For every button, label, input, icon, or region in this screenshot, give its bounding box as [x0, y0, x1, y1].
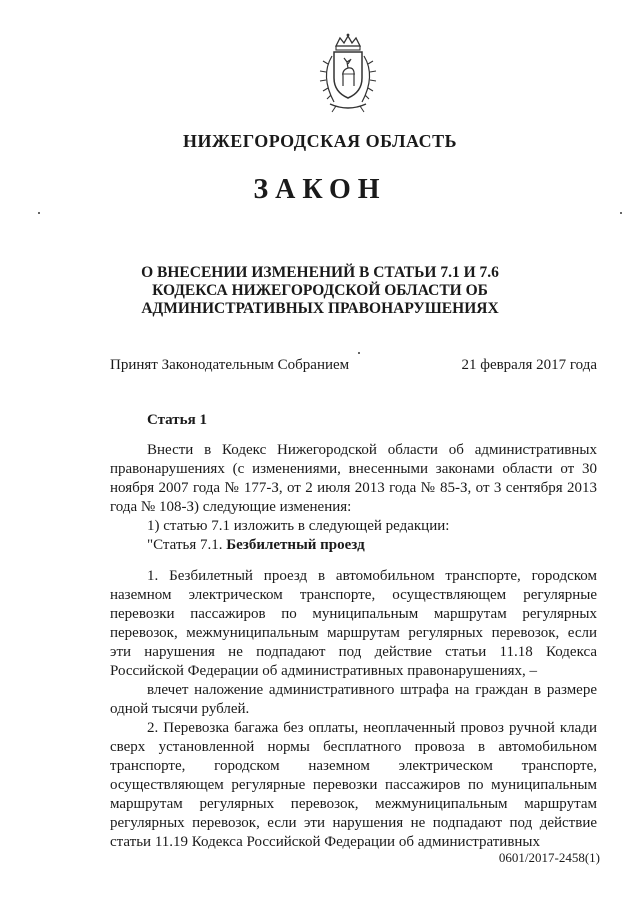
document-number: 0601/2017-2458(1)	[498, 850, 600, 865]
adopted-by: Принят Законодательным Собранием	[110, 357, 350, 373]
document-type: ЗАКОН	[253, 174, 387, 205]
quoted-article-title: Безбилетный проезд	[226, 537, 365, 553]
adoption-date: 21 февраля 2017 года	[461, 357, 597, 373]
law-title: О ВНЕСЕНИИ ИЗМЕНЕНИЙ В СТАТЬИ 7.1 И 7.6 КОДЕКСА НИЖЕГОРОДСКОЙ ОБЛАСТИ ОБ АДМИНИСТРАТИВНЫХ ПРАВОНАРУШЕНИЯХ	[141, 264, 499, 317]
quoted-article-prefix: "Статья 7.1.	[147, 537, 227, 553]
article-intro: Внести в Кодекс Нижегородской области об административных правонарушениях (с изменениями, внесенными законами области от 30 ноября 2007 года № 177-З, от 2 июля 2013 года № 85-З, от 3 сентября 2013 года № 108-З) следующие изменения:	[110, 442, 597, 515]
adoption-line	[110, 357, 597, 374]
scan-mark	[620, 212, 622, 214]
amendment-item-1: 1) статью 7.1 изложить в следующей редакции:	[147, 518, 450, 534]
paragraph-2: 2. Перевозка багажа без оплаты, неоплаченный провоз ручной клади сверх установленной нормы бесплатного провоза в автомобильном транспорте, городском наземном электрическом транспорте, осуществляющем регулярные перевозки пассажиров по муниципальным маршрутам регулярных перевозок, межмуниципальным маршрутам регулярных перевозок, если эти нарушения не подпадают под действие статьи 11.19 Кодекса Российской Федерации об административных	[110, 720, 597, 850]
paragraph-1-penalty: влечет наложение административного штрафа на граждан в размере одной тысячи рублей.	[110, 682, 597, 717]
article-body	[110, 441, 597, 852]
region-name: НИЖЕГОРОДСКАЯ ОБЛАСТЬ	[182, 131, 458, 151]
scan-mark	[38, 212, 40, 214]
scan-mark	[358, 352, 360, 354]
article-heading: Статья 1	[147, 412, 207, 428]
paragraph-1: 1. Безбилетный проезд в автомобильном транспорте, городском наземном электрическом транспорте, осуществляющем регулярные перевозки пассажиров по муниципальным маршрутам регулярных перевозок, межмуниципальным маршрутам регулярных перевозок, если эти нарушения не подпадают под действие статьи 11.18 Кодекса Российской Федерации об административных правонарушениях, –	[110, 568, 597, 679]
coat-of-arms-emblem	[312, 32, 384, 114]
quoted-article-heading	[110, 536, 597, 555]
